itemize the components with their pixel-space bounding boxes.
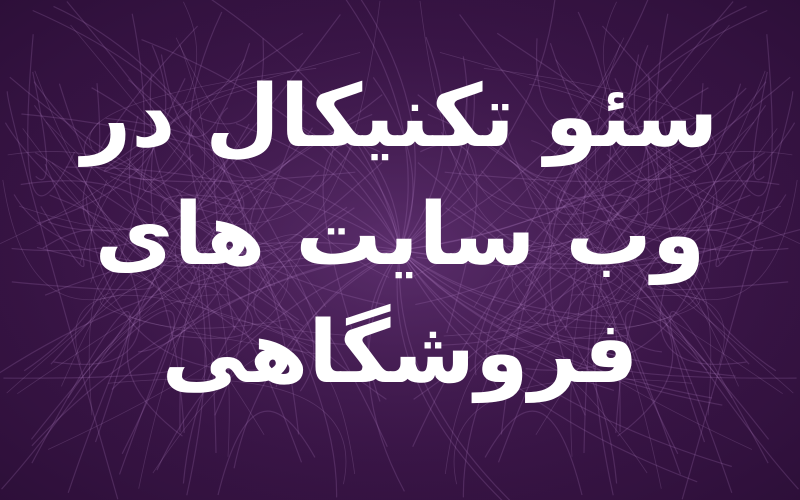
- banner-title: [0, 58, 800, 412]
- title-line-1: سئو تکنیکال در: [81, 67, 719, 167]
- title-line-2: وب سایت های: [94, 185, 706, 285]
- title-line-3: فروشگاهی: [161, 303, 639, 403]
